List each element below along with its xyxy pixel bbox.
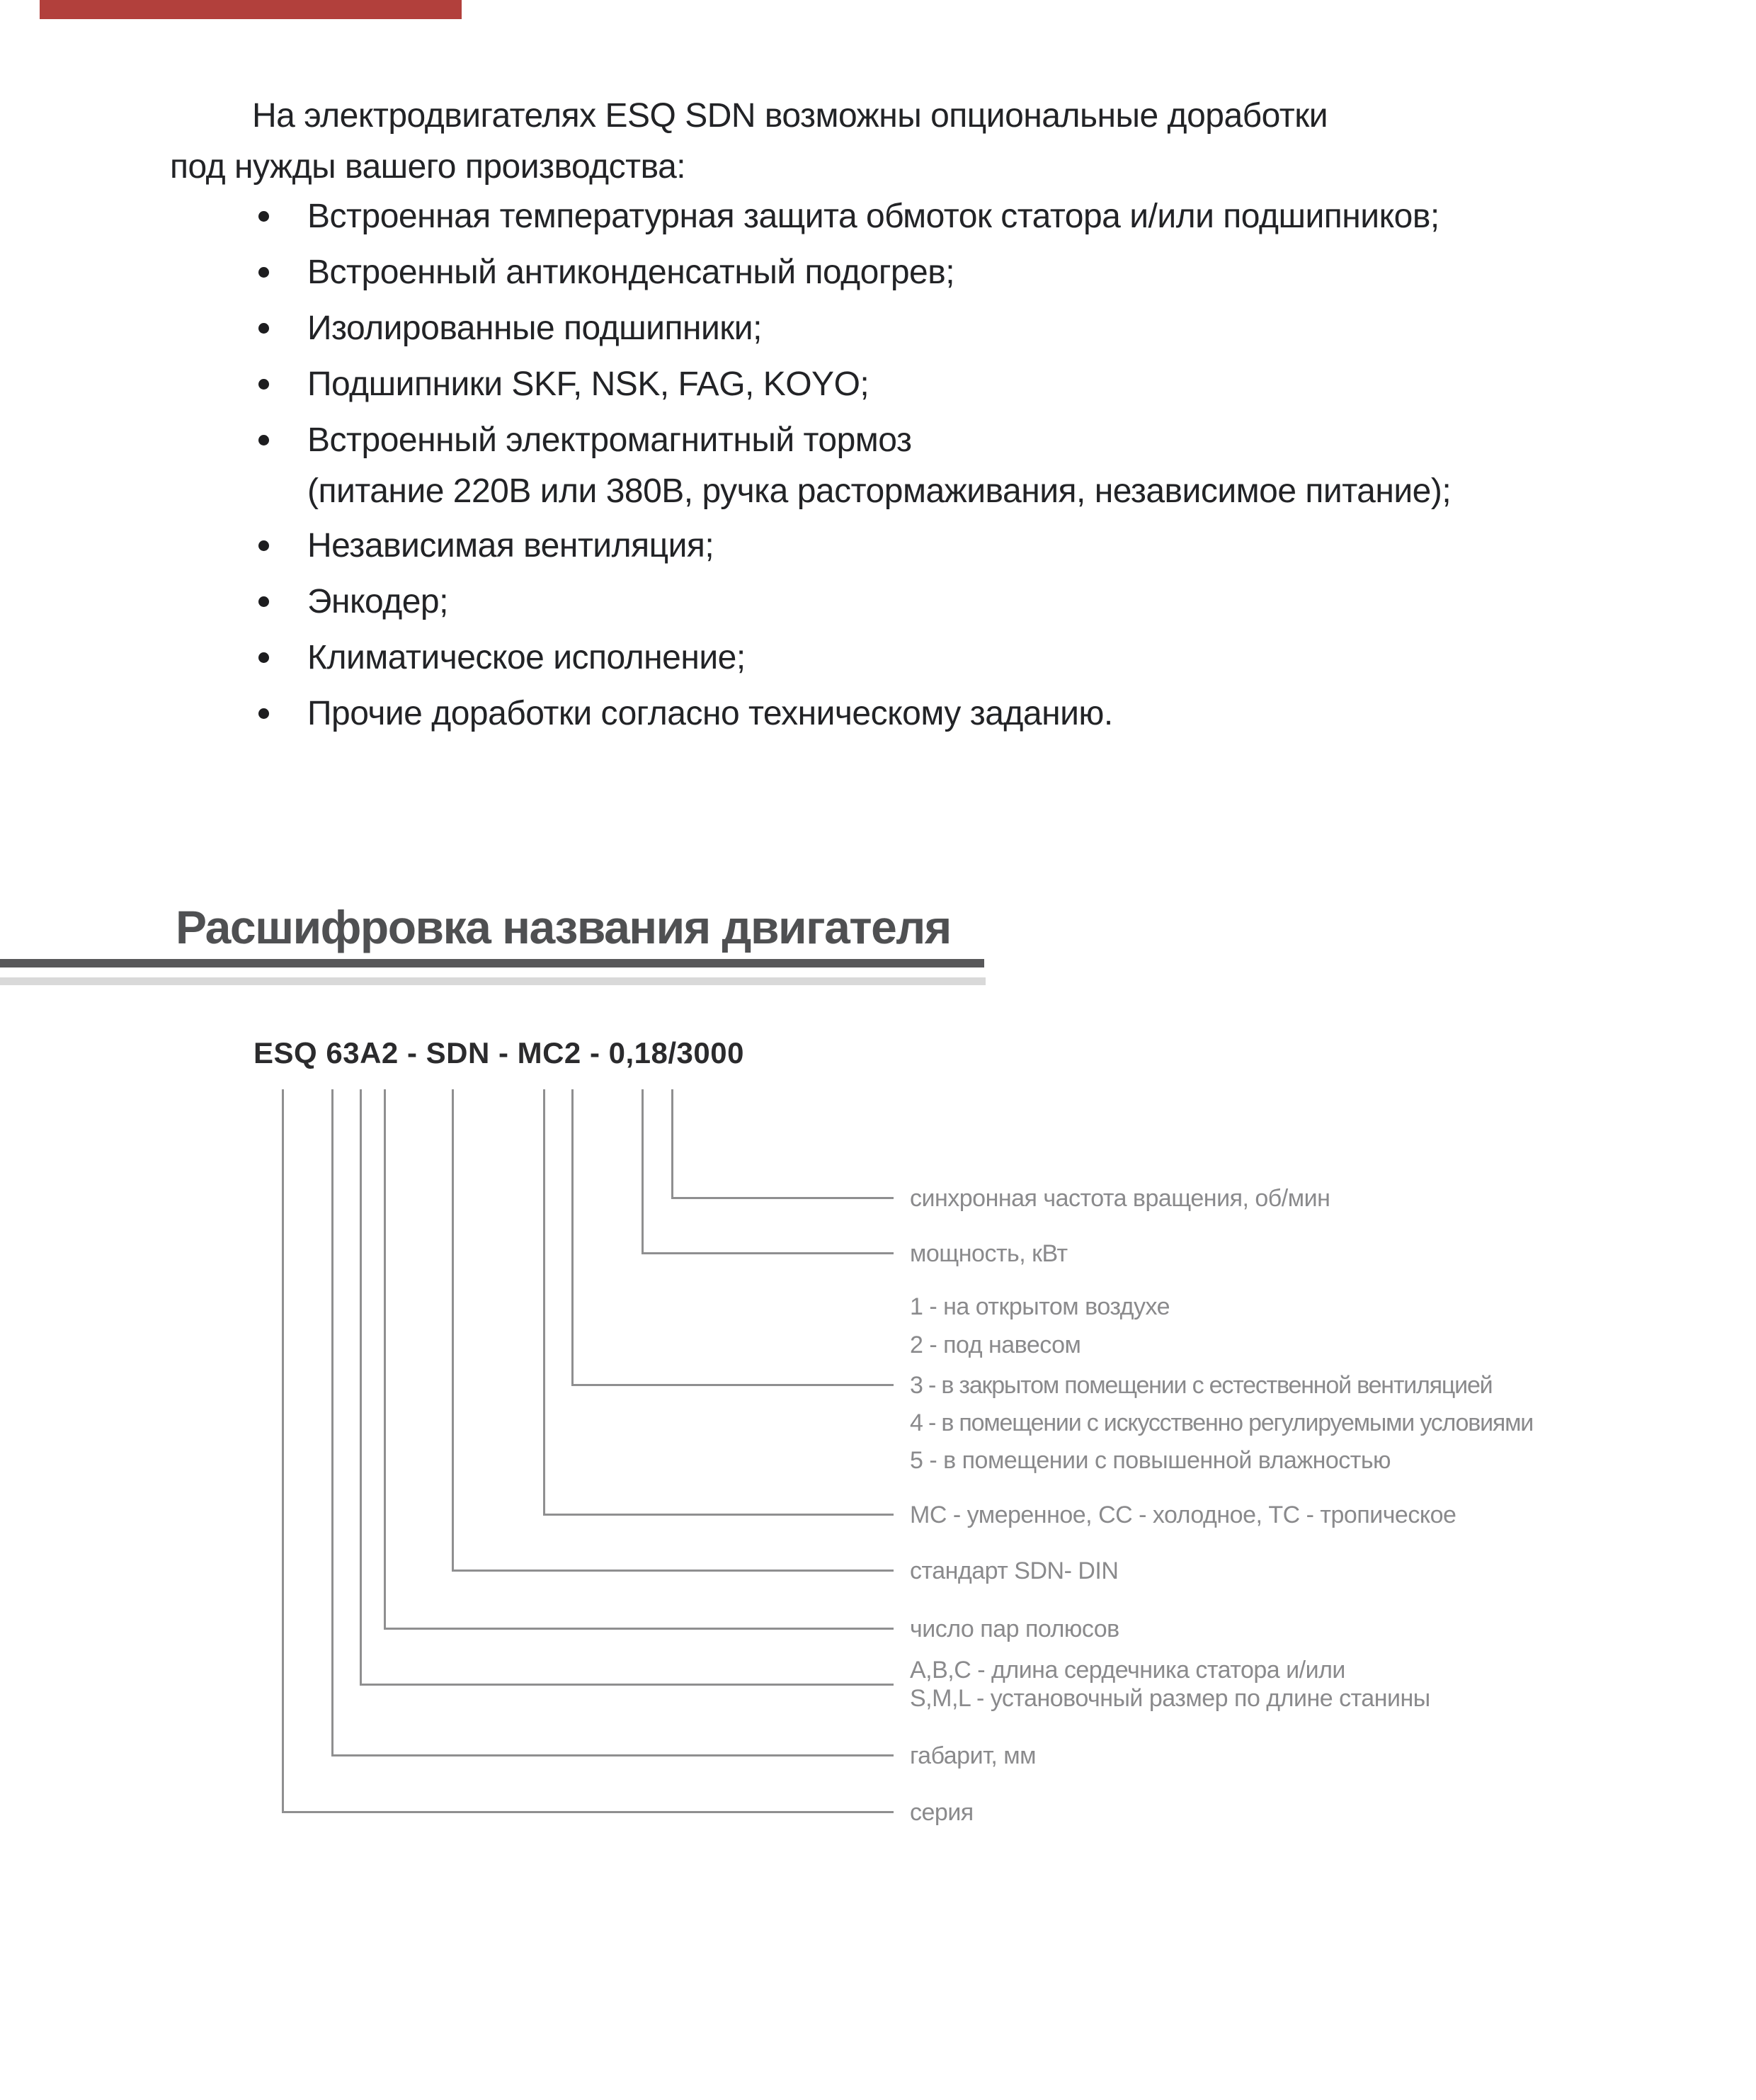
list-item-text: Энкодер; (307, 583, 448, 620)
bullet-icon (258, 652, 269, 663)
list-item-text: Прочие доработки согласно техническому заданию. (307, 695, 1113, 732)
diagram-label-placement-5: 5 - в помещении с повышенной влажностью (910, 1447, 1391, 1474)
diagram-label-placement-3: 3 - в закрытом помещении с естественной вентиляцией (910, 1372, 1493, 1399)
diagram-vline-poles (384, 1089, 386, 1630)
diagram-label-placement-4: 4 - в помещении с искусственно регулируемыми условиями (910, 1409, 1534, 1436)
diagram-connector-standard (452, 1570, 894, 1572)
bullet-icon (258, 435, 269, 445)
title-rule-dark (0, 959, 984, 967)
diagram-vline-series (282, 1089, 284, 1813)
list-item (307, 526, 714, 566)
diagram-connector-speed (671, 1197, 894, 1199)
list-item-text: Встроенный антиконденсатный подогрев; (307, 254, 955, 291)
diagram-vline-placement (571, 1089, 574, 1386)
list-item-text: Подшипники SKF, NSK, FAG, KOYO; (307, 365, 870, 403)
list-item-text: Независимая вентиляция; (307, 527, 714, 564)
diagram-connector-series (282, 1811, 894, 1813)
list-item (307, 365, 869, 404)
list-item-text: Климатическое исполнение; (307, 639, 746, 676)
diagram-connector-power (642, 1252, 894, 1254)
list-item (307, 253, 954, 293)
diagram-label-series: серия (910, 1799, 974, 1826)
list-item-continuation (307, 472, 1451, 511)
bullet-icon (258, 540, 269, 551)
diagram-vline-speed (671, 1089, 673, 1199)
bullet-icon (258, 323, 269, 334)
diagram-label-poles: число пар полюсов (910, 1616, 1119, 1642)
diagram-connector-climate (543, 1514, 894, 1516)
diagram-connector-frame-size (331, 1754, 894, 1756)
diagram-vline-power (642, 1089, 644, 1254)
diagram-label-core-length-2: S,M,L - установочный размер по длине станины (910, 1685, 1430, 1712)
diagram-label-placement-2: 2 - под навесом (910, 1332, 1081, 1358)
intro-line-1: На электродвигателях ESQ SDN возможны опциональные доработки (252, 97, 1328, 135)
motor-code: ESQ 63A2 - SDN - MC2 - 0,18/3000 (253, 1036, 744, 1069)
diagram-label-speed: синхронная частота вращения, об/мин (910, 1185, 1330, 1212)
diagram-connector-placement (571, 1384, 894, 1386)
list-item (307, 197, 1439, 237)
list-item-text: Встроенный электромагнитный тормоз (307, 421, 912, 459)
intro-line-2: под нужды вашего производства: (170, 148, 686, 186)
list-item-text: (питание 220В или 380В, ручка растормаживания, независимое питание); (307, 472, 1452, 510)
diagram-label-placement-1: 1 - на открытом воздухе (910, 1293, 1170, 1320)
bullet-icon (258, 211, 269, 222)
bullet-icon (258, 708, 269, 719)
diagram-connector-poles (384, 1628, 894, 1630)
diagram-label-frame-size: габарит, мм (910, 1742, 1037, 1769)
diagram-label-core-length-1: A,B,C - длина сердечника статора и/или (910, 1657, 1345, 1684)
diagram-vline-frame-size (331, 1089, 333, 1756)
title-rule-light (0, 977, 986, 985)
diagram-label-climate: МС - умеренное, СС - холодное, ТС - тропическое (910, 1502, 1456, 1528)
diagram-vline-climate (543, 1089, 545, 1516)
list-item-text: Встроенная температурная защита обмоток статора и/или подшипников; (307, 198, 1439, 235)
diagram-vline-core-length (360, 1089, 362, 1686)
section-title: Расшифровка названия двигателя (176, 901, 951, 953)
list-item (307, 638, 746, 678)
bullet-icon (258, 596, 269, 607)
bullet-icon (258, 379, 269, 390)
diagram-connector-core-length (360, 1684, 894, 1686)
list-item-text: Изолированные подшипники; (307, 310, 762, 347)
top-accent-bar (40, 0, 462, 19)
diagram-vline-standard (452, 1089, 454, 1572)
list-item (307, 694, 1113, 734)
list-item (307, 582, 448, 622)
list-item (307, 309, 762, 348)
diagram-label-standard: стандарт SDN- DIN (910, 1557, 1119, 1584)
list-item (307, 421, 911, 460)
diagram-label-power: мощность, кВт (910, 1240, 1068, 1267)
bullet-icon (258, 267, 269, 278)
